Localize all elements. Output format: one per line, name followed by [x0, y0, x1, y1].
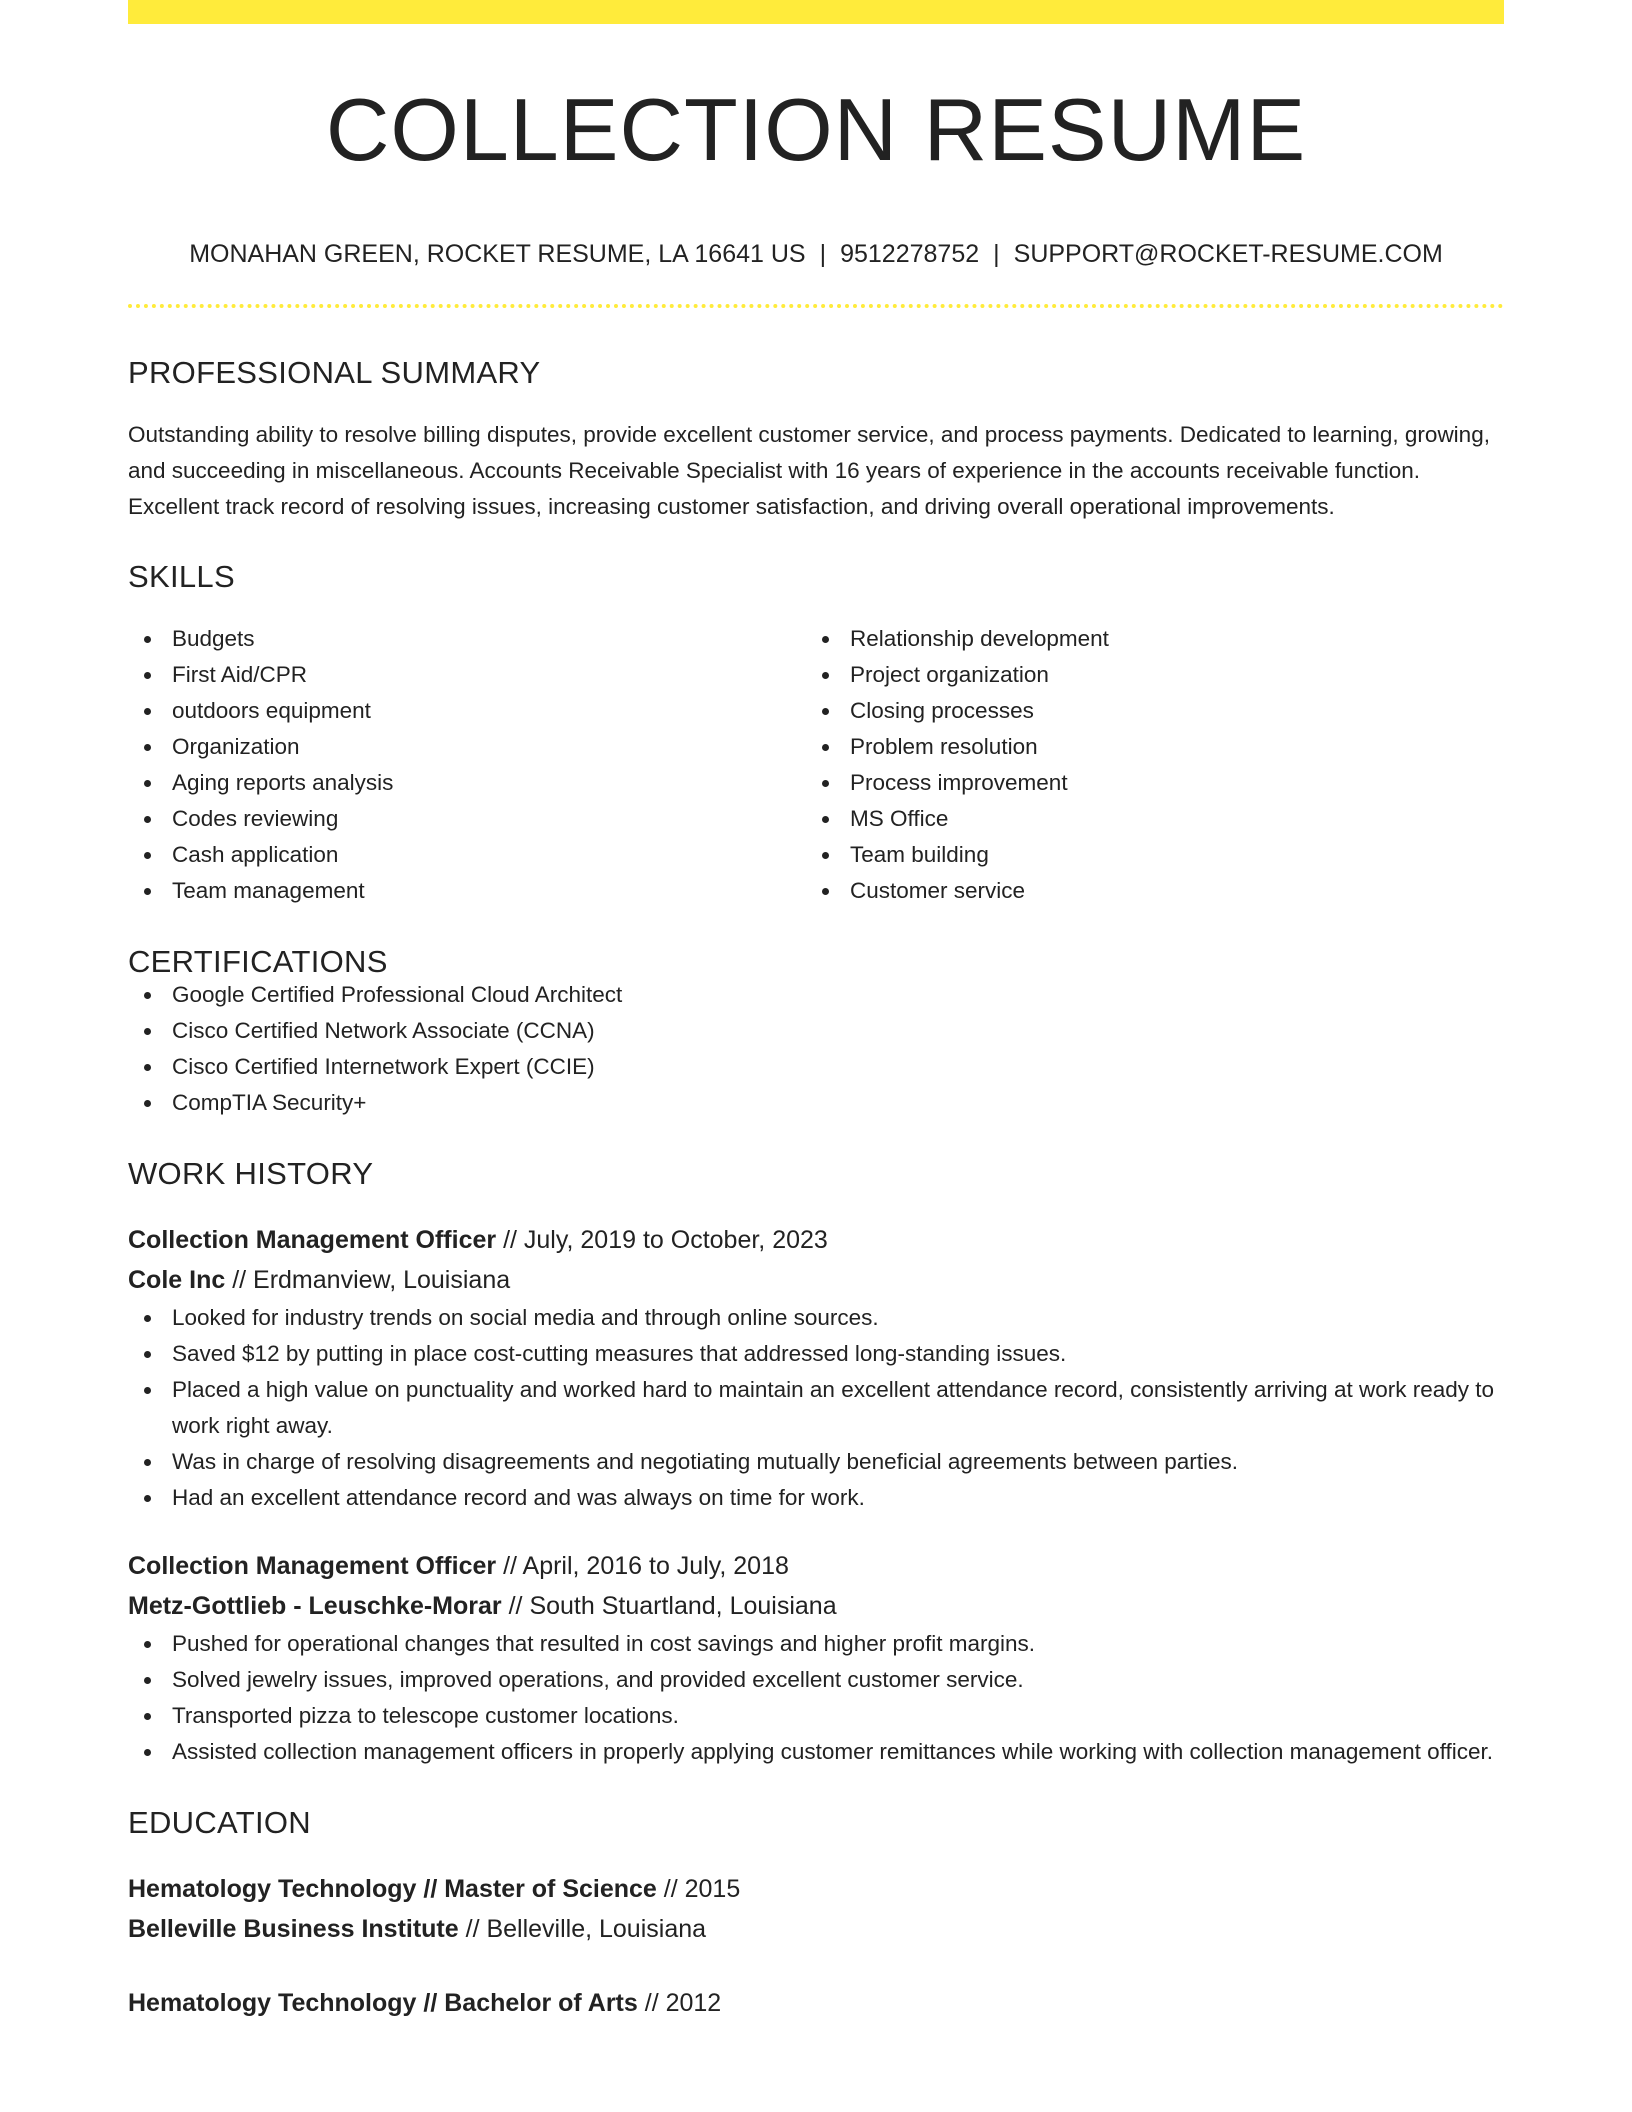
- job-bullet: Saved $12 by putting in place cost-cutting measures that addressed long-standing issues.: [128, 1336, 1504, 1372]
- contact-email: SUPPORT@ROCKET-RESUME.COM: [1013, 240, 1443, 268]
- contact-address: MONAHAN GREEN, ROCKET RESUME, LA 16641 US: [189, 240, 806, 268]
- education-heading: EDUCATION: [128, 1805, 311, 1840]
- education-year: // 2012: [637, 1989, 722, 2017]
- job-entry: [128, 1220, 1504, 1516]
- skills-column-right: [806, 621, 1484, 909]
- job-bullet: Solved jewelry issues, improved operations, and provided excellent customer service.: [128, 1662, 1504, 1698]
- job-bullets: [128, 1626, 1504, 1770]
- contact-separator: |: [993, 240, 1000, 268]
- job-company-line: [128, 1586, 1504, 1626]
- skill-item: outdoors equipment: [128, 693, 806, 729]
- summary-heading: PROFESSIONAL SUMMARY: [128, 355, 541, 390]
- work-history-heading: WORK HISTORY: [128, 1156, 374, 1191]
- skill-item: First Aid/CPR: [128, 657, 806, 693]
- contact-info: [128, 242, 1504, 267]
- job-title: Collection Management Officer: [128, 1226, 497, 1254]
- job-company: Cole Inc: [128, 1266, 226, 1294]
- job-location: // South Stuartland, Louisiana: [501, 1592, 837, 1620]
- job-bullet: Was in charge of resolving disagreements and negotiating mutually beneficial agreements between parties.: [128, 1444, 1504, 1480]
- job-entry: [128, 1546, 1504, 1770]
- certification-item: Cisco Certified Network Associate (CCNA): [128, 1013, 1504, 1049]
- education-degree: Hematology Technology // Bachelor of Arts: [128, 1989, 638, 2017]
- skill-item: Budgets: [128, 621, 806, 657]
- certification-item: Google Certified Professional Cloud Architect: [128, 977, 1504, 1013]
- certifications-list: [128, 977, 1504, 1121]
- job-bullet: Looked for industry trends on social media and through online sources.: [128, 1300, 1504, 1336]
- job-bullet: Had an excellent attendance record and was always on time for work.: [128, 1480, 1504, 1516]
- contact-separator: |: [819, 240, 827, 268]
- job-bullet: Assisted collection management officers in properly applying customer remittances while working with collection management officer.: [128, 1734, 1504, 1770]
- job-company: Metz-Gottlieb - Leuschke-Morar: [128, 1592, 502, 1620]
- job-dates: // April, 2016 to July, 2018: [496, 1552, 789, 1580]
- job-bullet: Pushed for operational changes that resulted in cost savings and higher profit margins.: [128, 1626, 1504, 1662]
- skills-list-left: [128, 621, 806, 909]
- skill-item: Codes reviewing: [128, 801, 806, 837]
- skill-item: Project organization: [806, 657, 1484, 693]
- resume-title: COLLECTION RESUME: [325, 80, 1307, 179]
- certifications-heading: CERTIFICATIONS: [128, 944, 388, 979]
- education-school: Belleville Business Institute: [128, 1915, 459, 1943]
- resume-page: [128, 0, 1504, 2023]
- job-title-line: [128, 1220, 1504, 1260]
- job-company-line: [128, 1260, 1504, 1300]
- skill-item: Aging reports analysis: [128, 765, 806, 801]
- job-bullet: Transported pizza to telescope customer locations.: [128, 1698, 1504, 1734]
- education-school-line: [128, 1909, 1504, 1949]
- certification-item: CompTIA Security+: [128, 1085, 1504, 1121]
- education-location: // Belleville, Louisiana: [458, 1915, 707, 1943]
- skill-item: Team management: [128, 873, 806, 909]
- job-location: // Erdmanview, Louisiana: [225, 1266, 511, 1294]
- dotted-divider: [128, 304, 1504, 308]
- skill-item: Customer service: [806, 873, 1484, 909]
- skills-list-right: [806, 621, 1484, 909]
- skill-item: Relationship development: [806, 621, 1484, 657]
- education-entry: [128, 1983, 1504, 2023]
- job-dates: // July, 2019 to October, 2023: [496, 1226, 828, 1254]
- education-degree-line: [128, 1869, 1504, 1909]
- skill-item: Organization: [128, 729, 806, 765]
- accent-top-bar: [128, 0, 1504, 24]
- skill-item: Team building: [806, 837, 1484, 873]
- skills-heading: SKILLS: [128, 559, 235, 594]
- contact-phone: 9512278752: [840, 240, 980, 268]
- skill-item: Process improvement: [806, 765, 1484, 801]
- job-title-line: [128, 1546, 1504, 1586]
- certification-item: Cisco Certified Internetwork Expert (CCIE): [128, 1049, 1504, 1085]
- summary-text: Outstanding ability to resolve billing disputes, provide excellent customer service, and process payments. Dedicated to learning, growing, and succeeding in miscellaneous. Accounts Receivable Specialist with 16 years of experience in the accounts receivable function. Excellent track record of resolving issues, increasing customer satisfaction, and driving overall operational improvements.: [128, 422, 1490, 519]
- education-degree-line: [128, 1983, 1504, 2023]
- skills-column-left: [128, 621, 806, 909]
- skill-item: Closing processes: [806, 693, 1484, 729]
- education-year: // 2015: [656, 1875, 741, 1903]
- education-degree: Hematology Technology // Master of Science: [128, 1875, 657, 1903]
- job-bullets: [128, 1300, 1504, 1516]
- skill-item: Cash application: [128, 837, 806, 873]
- job-bullet: Placed a high value on punctuality and worked hard to maintain an excellent attendance record, consistently arriving at work ready to work right away.: [128, 1372, 1504, 1444]
- skill-item: Problem resolution: [806, 729, 1484, 765]
- education-entry: [128, 1869, 1504, 1949]
- skill-item: MS Office: [806, 801, 1484, 837]
- job-title: Collection Management Officer: [128, 1552, 497, 1580]
- skills-grid: [128, 621, 1504, 909]
